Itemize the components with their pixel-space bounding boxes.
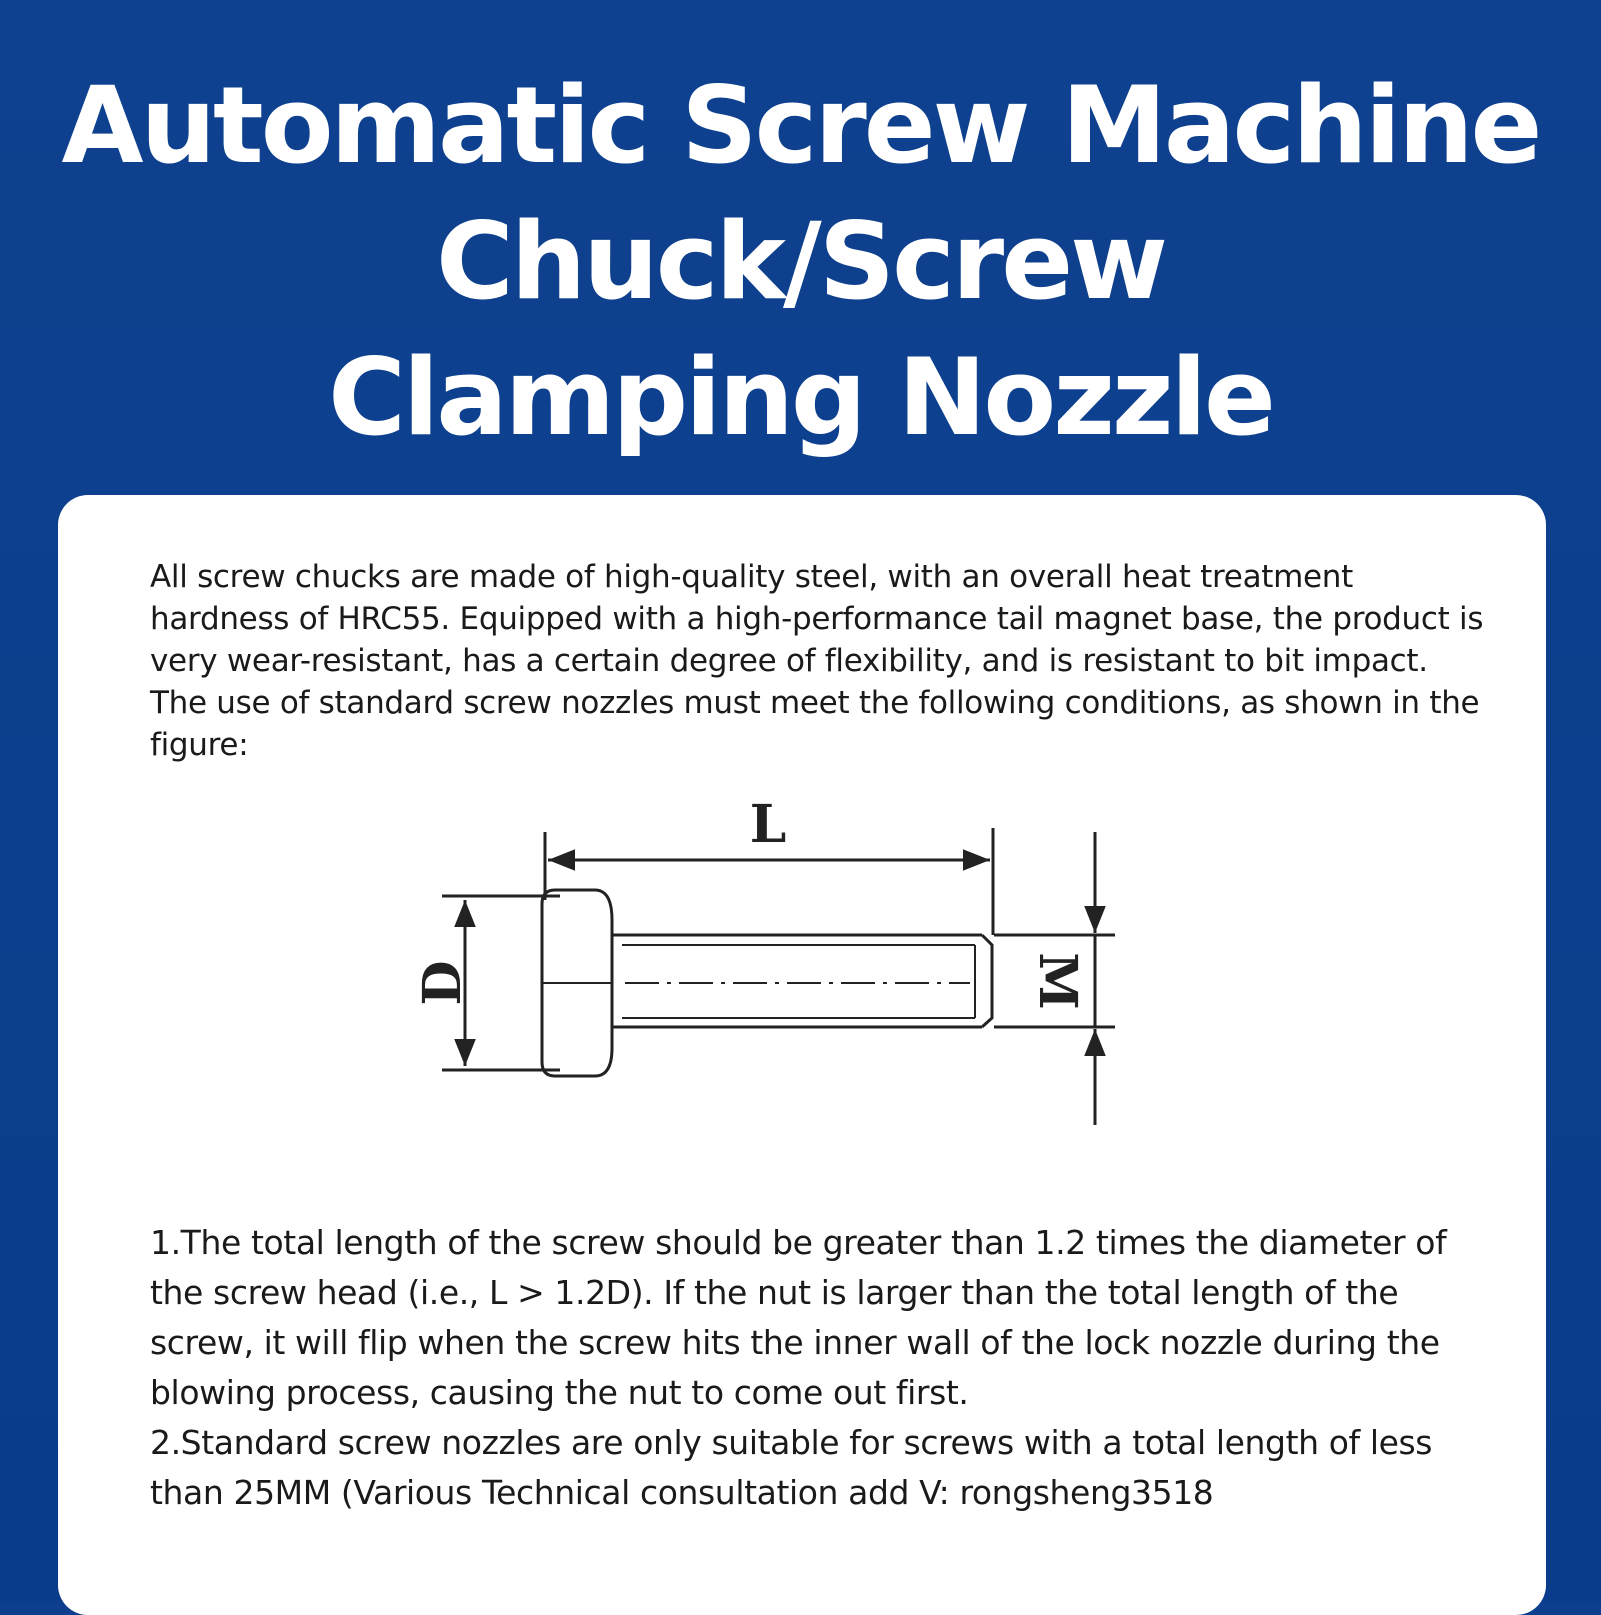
head-diameter-label: D bbox=[412, 960, 473, 1006]
note-item-1: 1.The total length of the screw should be greater than 1.2 times the diameter of the screw head (i.e., L > 1.2D). If the nut is larger than the total length of the screw, it will flip when the screw hits the inner wall of the lock nozzle during the blowing process, causing the nut to come out first. bbox=[150, 1223, 1447, 1412]
title-line-1: Automatic Screw Machine bbox=[61, 64, 1540, 187]
page-title bbox=[0, 58, 1601, 466]
title-line-3: Clamping Nozzle bbox=[328, 336, 1273, 459]
thread-diameter-label: M bbox=[1027, 952, 1088, 1010]
screw-dimension-diagram bbox=[400, 790, 1160, 1170]
intro-paragraph: All screw chucks are made of high-quality steel, with an overall heat treatment hardness of HRC55. Equipped with a high-performance tail magnet base, the product is very wear-resistant, has a certain degree of flexibility, and is resistant to bit impact. The use of standard screw nozzles must meet the following conditions, as shown in the figure: bbox=[150, 559, 1484, 763]
note-item-2: 2.Standard screw nozzles are only suitable for screws with a total length of less than 25MM (Various Technical consultation add V: rongsheng3518 bbox=[150, 1423, 1433, 1512]
shank-tip bbox=[982, 935, 992, 1027]
length-label: L bbox=[749, 794, 787, 855]
title-line-2: Chuck/Screw bbox=[435, 200, 1166, 323]
notes-list bbox=[150, 1218, 1500, 1518]
